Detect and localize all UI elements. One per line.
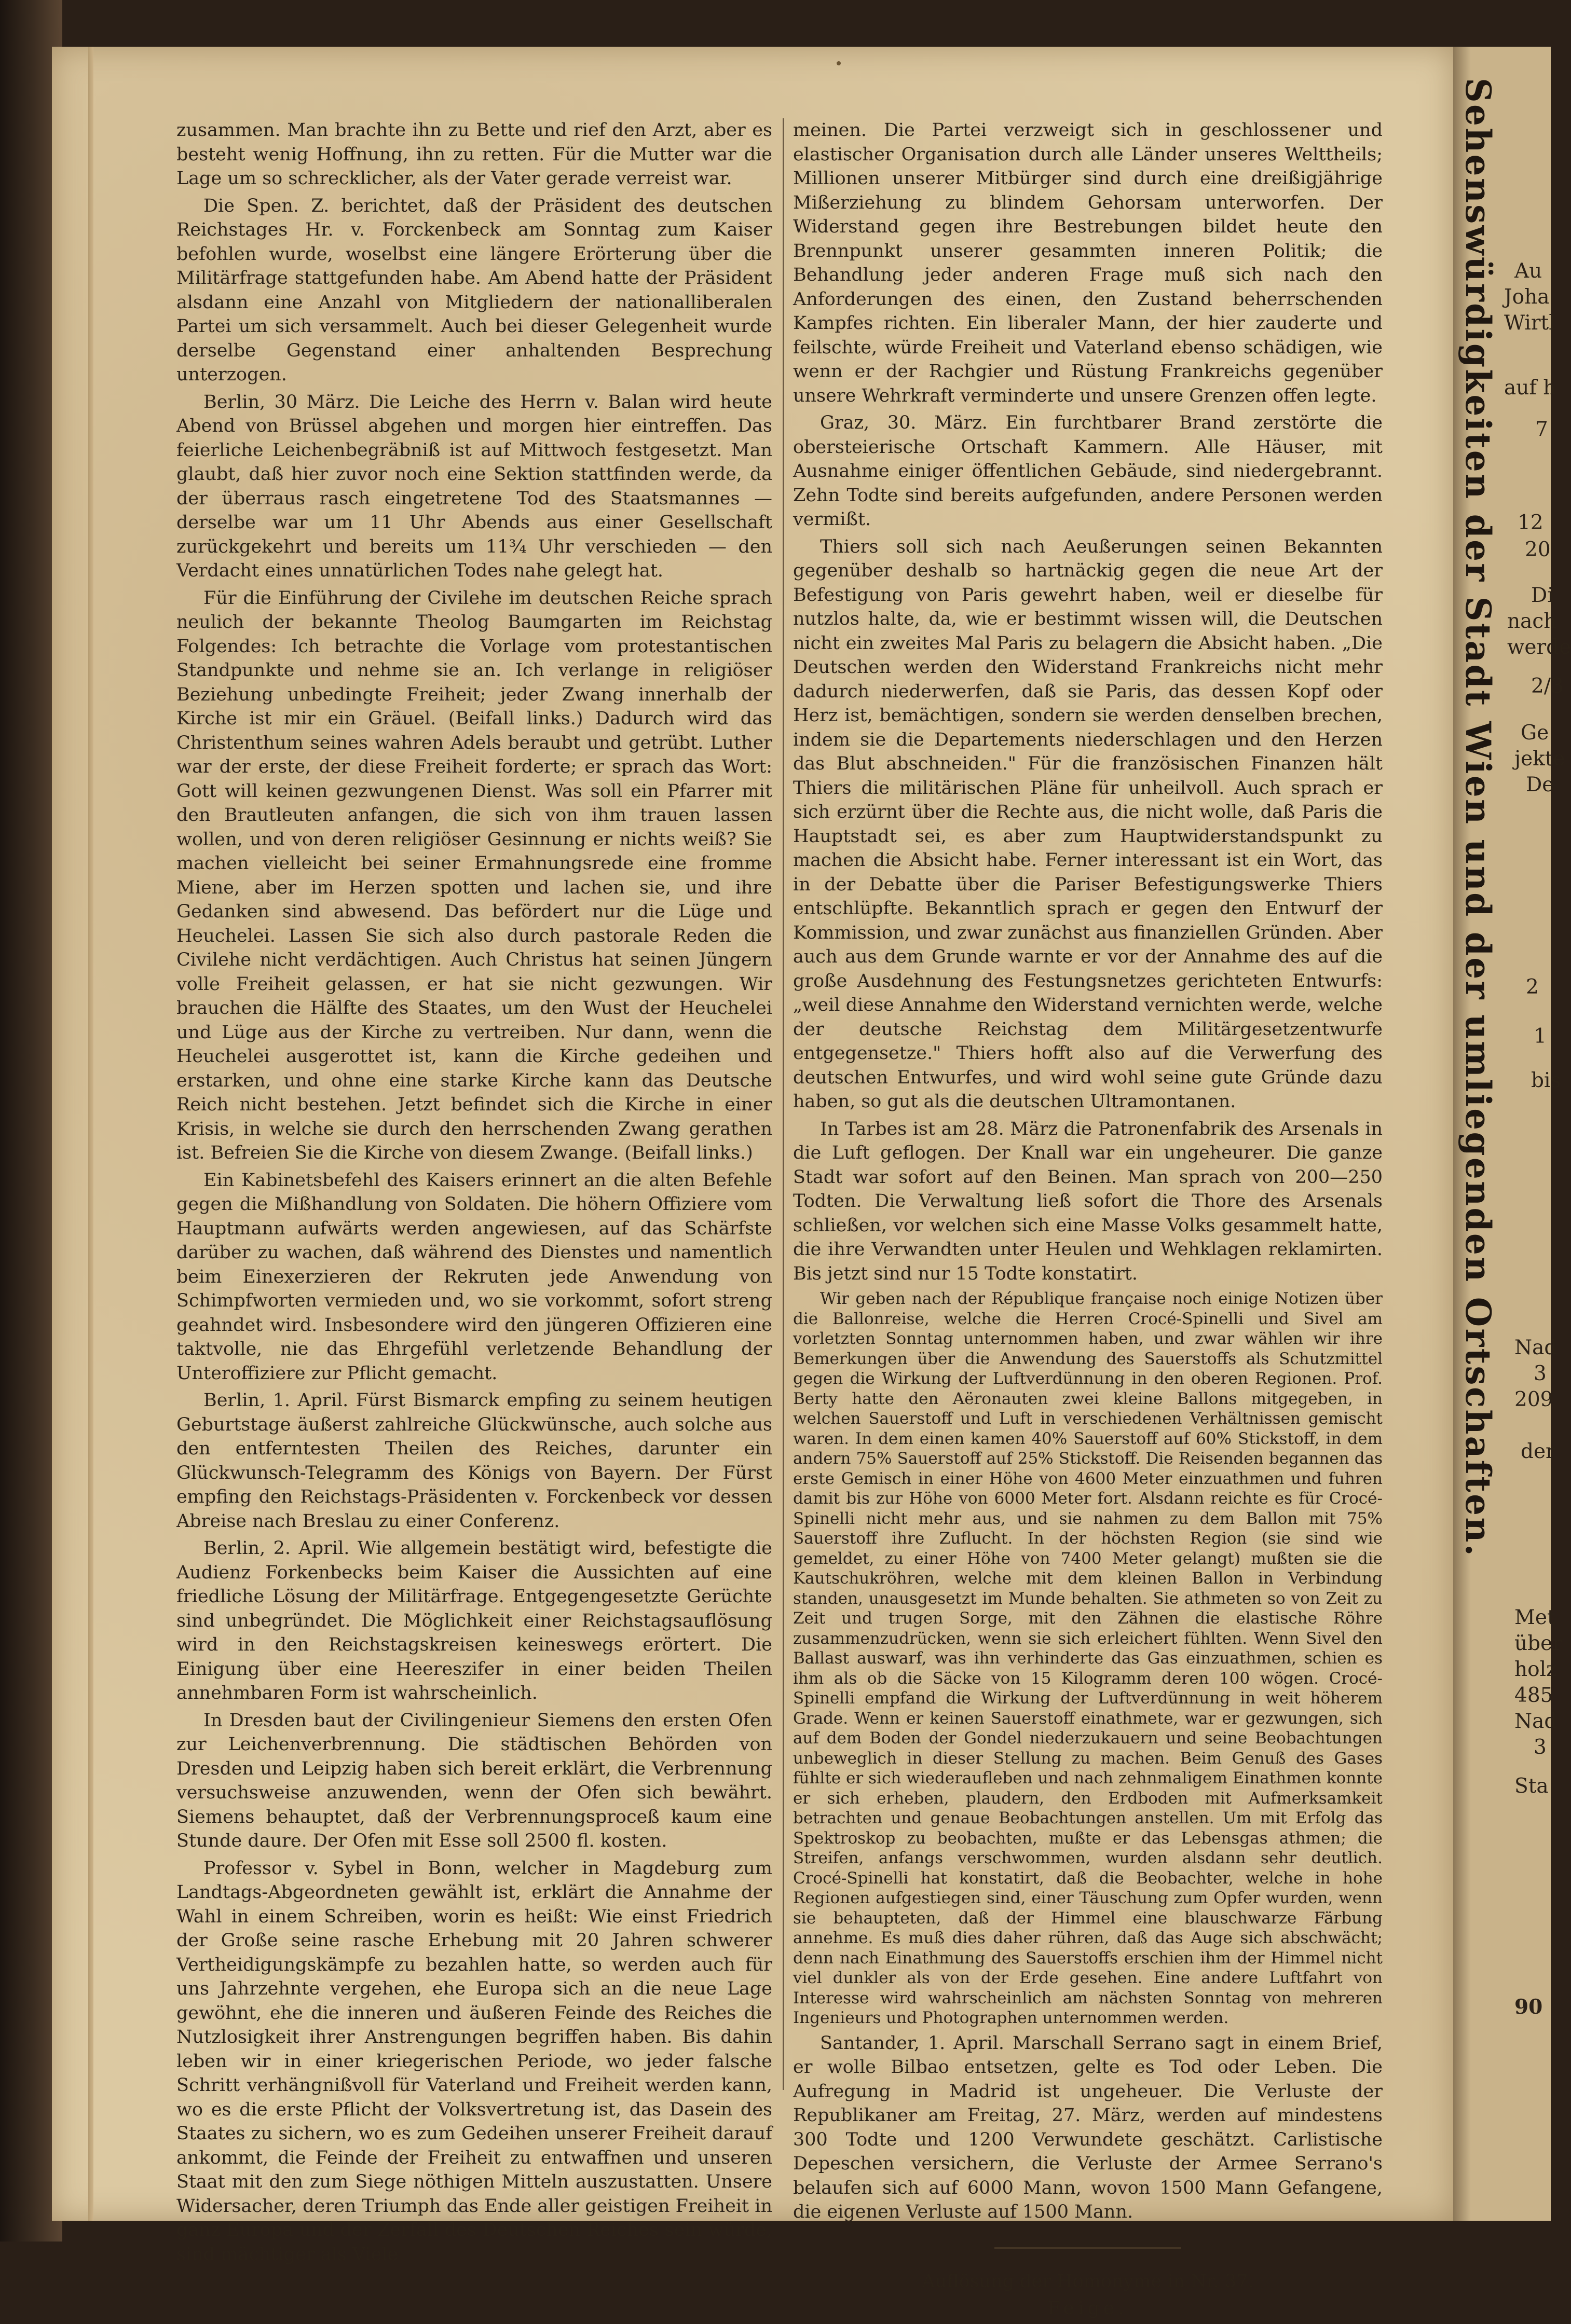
next-page-fragment: 3: [1534, 1362, 1547, 1385]
next-page-fragment: Met: [1514, 1606, 1555, 1629]
next-page-fragment: nach: [1507, 610, 1557, 633]
side-headline: Sehenswürdigkeiten der Stadt Wien und der umliegenden Ortschaften.: [1458, 78, 1498, 1558]
article-paragraph: Für die Einführung der Civilehe im deutschen Reiche sprach neulich der bekannte Theolog Baumgarten im Reichstag Folgendes: Ich betrachte die Vorlage vom protestantischen Standpunkte und nehme sie an. Ich verlange in religiöser Beziehung unbedingte Freiheit; jeder Zwang innerhalb der Kirche ist mir ein Gräuel. (Beifall links.) Dadurch wird das Christenthum seines wahren Adels beraubt und getrübt. Luther war der erste, der diese Freiheit forderte; er sprach das Wort: Gott will keinen gezwungenen Dienst. Was soll ein Pfarrer mit den Brautleuten anfangen, die sich von ihm trauen lassen wollen, und von deren religiöser Gesinnung er nichts weiß? Sie machen vielleicht bei seiner Ermahnungsrede eine fromme Miene, aber im Herzen spotten und lachen sie, und ihre Gedanken sind abwesend. Das befördert nur die Lüge und Heuchelei. Lassen Sie sich also durch pastorale Reden die Civilehe nicht verdächtigen. Auch Christus hat seinen Jüngern volle Freiheit gelassen, er hat sie nicht gezwungen. Wir brauchen die Hälfte des Staates, um den Wust der Heuchelei und Lüge aus der Kirche zu vertreiben. Nur dann, wenn die Heuchelei ausgerottet ist, kann die Kirche gedeihen und erstarken, und ohne eine starke Kirche kann das Deutsche Reich nicht bestehen. Jetzt befindet sich die Kirche in einer Krisis, in welche sie durch den herrschenden Zwang gerathen ist. Befreien Sie die Kirche von diesem Zwange. (Beifall links.): [176, 587, 772, 1163]
next-page-fragment: Au: [1514, 259, 1542, 283]
article-paragraph: In Tarbes ist am 28. März die Patronenfabrik des Arsenals in die Luft geflogen. Der Knall war ein ungeheurer. Die ganze Stadt war sofort auf den Beinen. Man sprach von 200—250 Todten. Die Verwaltung ließ sofort die Thore des Arsenals schließen, vor welchen sich eine Masse Volks gesammelt hatte, die ihre Verwandten unter Heulen und Wehklagen reklamirten. Bis jetzt sind nur 15 Todte konstatirt.: [793, 1118, 1383, 1284]
next-page-fragment: 1: [1534, 1025, 1547, 1048]
article-paragraph: zusammen. Man brachte ihn zu Bette und rief den Arzt, aber es besteht wenig Hoffnung, ihn zu retten. Für die Mutter war die Lage um so schrecklicher, als der Vater gerade verreist war.: [176, 120, 772, 189]
next-page-fragment: 12: [1518, 511, 1543, 534]
next-page-fragment: 209: [1514, 1388, 1553, 1411]
next-page-fragment: Nad: [1514, 1710, 1558, 1733]
article-paragraph: Berlin, 30 März. Die Leiche des Herrn v. Balan wird heute Abend von Brüssel abgehen und morgen hier eintreffen. Das feierliche Leichenbegräbniß ist auf Mittwoch festgesetzt. Man glaubt, daß hier zuvor noch eine Sektion stattfinden werde, da der überraus rasch eingetretene Tod des Staatsmannes — derselbe war um 11 Uhr Abends aus einer Gesellschaft zurückgekehrt und bereits um 11¾ Uhr verschieden — den Verdacht eines unnatürlichen Todes nahe gelegt hat.: [176, 391, 772, 581]
ink-spot: [837, 61, 841, 65]
next-page-fragment: De: [1526, 773, 1554, 796]
next-page-fragment: holz: [1514, 1658, 1557, 1681]
next-page-fragment: Sta: [1514, 1775, 1549, 1798]
next-page-fragment: 20: [1525, 538, 1551, 561]
next-page-fragment: 2/3: [1531, 675, 1564, 698]
page-edge: [88, 47, 93, 2221]
left-column: [176, 118, 772, 2270]
article-paragraph: Professor v. Sybel in Bonn, welcher in Magdeburg zum Landtags-Abgeordneten gewählt ist, erklärt die Annahme der Wahl in einem Schreiben, worin es heißt: Wie einst Friedrich der Große seine rasche Erhebung mit 20 Jahren schwerer Vertheidigungskämpfe zu bezahlen hatte, so werden auch für uns Jahrzehnte vergehen, ehe Europa sich an die neue Lage gewöhnt, ehe die inneren und äußeren Feinde des Reiches die Nutzlosigkeit ihrer Anstrengungen begriffen haben. Bis dahin leben wir in einer kriegerischen Periode, wo jeder falsche Schritt verhängnißvoll für Vaterland und Freiheit werden kann, wo es die erste Pflicht der Volksvertretung ist, das Dasein des Staates zu sichern, wo es zum Gedeihen unserer Freiheit darauf ankommt, die Feinde der Freiheit zu entwaffnen und unseren Staat mit den zum Siege nöthigen Mitteln auszustatten. Unsere Widersacher, deren Triumph das Ende aller geistigen Freiheit in ganz Europa und der Zerfall des Deutschen Reiches sein würde, sind mächtiger als Viele: [176, 1858, 772, 2265]
next-page-fragment: 485: [1514, 1684, 1553, 1707]
next-page-fragment: jekte: [1514, 747, 1565, 771]
column-divider: [783, 118, 784, 2090]
next-page-fragment: 90: [1514, 1995, 1543, 2019]
next-page-fragment: auf h: [1504, 376, 1556, 400]
next-page-fragment: Ge: [1521, 721, 1549, 745]
section-divider: [994, 2247, 1181, 2249]
next-page-fragment: Wirtl: [1504, 311, 1555, 335]
next-page-fragment: 2: [1526, 975, 1539, 999]
article-paragraph: Graz, 30. März. Ein furchtbarer Brand zerstörte die obersteierische Ortschaft Kammern. Alle Häuser, mit Ausnahme einiger öffentlichen Gebäude, sind niedergebrannt. Zehn Todte sind bereits aufgefunden, andere Personen werden vermißt.: [793, 412, 1383, 530]
article-paragraph: meinen. Die Partei verzweigt sich in geschlossener und elastischer Organisation durch alle Länder unseres Welttheils; Millionen unserer Mitbürger sind durch eine dreißigjährige Mißerziehung zu blindem Gehorsam unterworfen. Der Widerstand gegen ihre Bestrebungen bildet heute den Brennpunkt unserer gesammten inneren Politik; die Behandlung jeder anderen Frage muß sich nach den Anforderungen des einen, den Zustand beherrschenden Kampfes richten. Ein liberaler Mann, der hier zauderte und feilschte, würde Freiheit und Vaterland ebenso schädigen, wie wenn er der Rachgier und Rüstung Frankreichs gegenüber unsere Wehrkraft verminderte und unsere Grenzen offen legte.: [793, 120, 1383, 406]
puzzle-solution-answer: Feige.: [1047, 2298, 1128, 2319]
next-page-fragment: Joha: [1504, 285, 1550, 309]
right-column: [793, 118, 1383, 2324]
next-page-fragment: der: [1521, 1440, 1555, 1463]
article-paragraph-small: Wir geben nach der République française noch einige Notizen über die Ballonreise, welche die Herren Crocé-Spinelli und Sivel am vorletzten Sonntag unternommen haben, und zwar wählen wir ihre Bemerkungen über die Anwendung des Sauerstoffs als Schutzmittel gegen die Wirkung der Luftverdünnung in den oberen Regionen. Prof. Berty hatte den Aëronauten zwei kleine Ballons mitgegeben, in welchen Sauerstoff und Luft in verschiedenen Verhältnissen gemischt waren. In dem einen kamen 40% Sauerstoff auf 60% Stickstoff, in dem andern 75% Sauerstoff auf 25% Stickstoff. Die Reisenden begannen das erste Gemisch in einer Höhe von 4600 Meter einzuathmen und fuhren damit bis zur Höhe von 6000 Meter fort. Alsdann reichte es für Crocé-Spinelli nicht mehr aus, und sie nahmen zu dem Ballon mit 75% Sauerstoff ihre Zuflucht. In der höchsten Region (sie sind wie gemeldet, zu einer Höhe von 7400 Meter gelangt) mußten sie die Kautschukröhren, welche mit dem kleinen Ballon in Verbindung standen, unausgesetzt im Munde behalten. Sie athmeten so von Zeit zu Zeit und trugen Sorge, mit den Zähnen die elastische Röhre zusammenzudrücken, wenn sie sich erleichert fühlten. Wenn Sivel den Ballast auswarf, was ihn verhinderte das Gas einzuathmen, schien es ihm als ob die Säcke von 15 Kilogramm deren 100 wögen. Crocé-Spinelli empfand die Wirkung der Luftverdünnung in weit höherem Grade. Wenn er keinen Sauerstoff einathmete, war er gezwungen, sich auf dem Boden der Gondel niederzukauern und seine Beobachtungen unbeweglich in dieser Stellung zu machen. Beim Genuß des Gases fühlte er sich wiederaufleben und nach zehnmaligem Einathmen konnte er sich erheben, plaudern, den Erdboden mit Aufmerksamkeit betrachten und genaue Beobachtungen anstellen. Um mit Erfolg das Spektroskop zu beobachten, mußte er das Lebensgas athmen; die Streifen, anfangs verschwommen, wurden alsdann sehr deutlich. Crocé-Spinelli hat konstatirt, daß die Beobachter, welche in hohe Regionen aufgestiegen sind, einer Täuschung zum Opfer wurden, wenn sie behaupteten, daß der Himmel eine blauschwarze Färbung annehme. Es muß dies daher rühren, daß das Auge sich abschwächt; denn nach Einathmung des Sauerstoffs erschien ihm der Himmel nicht viel dunkler als von der Erde gesehen. Eine andere Luftfahrt von Interesse wird wahrscheinlich am nächsten Sonntag von mehreren Ingenieurs und Photographen unternommen werden.: [793, 1289, 1383, 2027]
article-paragraph: Berlin, 1. April. Fürst Bismarck empfing zu seinem heutigen Geburtstage äußerst zahlreiche Glückwünsche, auch solche aus den entferntesten Theilen des Reiches, darunter ein Glückwunsch-Telegramm des Königs von Bayern. Der Fürst empfing den Reichstags-Präsidenten v. Forckenbeck vor dessen Abreise nach Breslau zu einer Conferenz.: [176, 1390, 772, 1532]
article-paragraph: Berlin, 2. April. Wie allgemein bestätigt wird, befestigte die Audienz Forkenbecks beim Kaiser die Aussichten auf eine friedliche Lösung der Militärfrage. Entgegengesetzte Gerüchte sind unbegründet. Die Möglichkeit einer Reichstagsauflösung wird in den Reichstagskreisen keineswegs erörtert. Die Einigung über eine Heereszifer in einer beiden Theilen annehmbaren Form ist wahrscheinlich.: [176, 1538, 772, 1703]
next-page-fragment: 3: [1534, 1736, 1547, 1759]
next-page-fragment: 7: [1535, 418, 1548, 441]
puzzle-solution-title: Auflösung der Homonyme in Nr. 37.: [922, 2271, 1254, 2292]
article-paragraph: Thiers soll sich nach Aeußerungen seinen Bekannten gegenüber deshalb so hartnäckig gegen die neue Art der Befestigung von Paris gewehrt haben, weil er dieselbe für nutzlos halte, da, wie er bestimmt wissen will, die Deutschen nicht ein zweites Mal Paris zu belagern die Absicht haben. „Die Deutschen werden den Widerstand Frankreichs nicht mehr dadurch niederwerfen, daß sie Paris, das dessen Kopf oder Herz ist, bemächtigen, sondern sie werden denselben brechen, indem sie die Departements niederschlagen und den Herzen das Blut abschneiden." Für die französischen Finanzen hält Thiers die militärischen Pläne für unheilvoll. Auch sprach er sich erzürnt über die Rechte aus, die nicht wolle, daß Paris die Hauptstadt sei, es aber zum Hauptwiderstandspunkt zu machen die Absicht habe. Ferner interessant ist ein Wort, das in der Debatte über die Pariser Befestigungswerke Thiers entschlüpfte. Bekanntlich sprach er gegen den Entwurf der Kommission, und zwar zunächst aus finanziellen Gründen. Aber auch aus dem Grunde warnte er vor der Annahme des auf die große Ausdehnung des Festungsnetzes gerichteten Entwurfs: „weil diese Annahme den Widerstand vernichten werde, welche der deutsche Reichstag dem Militärgesetzentwurfe entgegensetze." Thiers hofft also auf die Verwerfung des deutschen Entwurfes, und wird wohl seine gute Gründe dazu haben, so gut als die deutschen Ultramontanen.: [793, 536, 1383, 1112]
next-page-fragment: Nad: [1514, 1336, 1558, 1359]
next-page-fragment: bis: [1531, 1069, 1561, 1092]
next-page-fragment: Di: [1531, 584, 1554, 607]
article-paragraph: Ein Kabinetsbefehl des Kaisers erinnert an die alten Befehle gegen die Mißhandlung von Soldaten. Die höhern Offiziere vom Hauptmann aufwärts werden angewiesen, auf das Schärfste darüber zu wachen, daß während des Dienstes und namentlich beim Einexerzieren der Rekruten jede Anwendung von Schimpfworten vermieden und, wo sie vorkommt, sofort streng geahndet wird. Insbesondere wird den jüngeren Offizieren eine taktvolle, nie das Ehrgefühl verletzende Behandlung der Unteroffiziere zur Pflicht gemacht.: [176, 1170, 772, 1384]
next-page-fragment: über: [1514, 1632, 1562, 1655]
article-paragraph: In Dresden baut der Civilingenieur Siemens den ersten Ofen zur Leichenverbrennung. Die städtischen Behörden von Dresden und Leipzig haben sich bereit erklärt, die Verbrennung versuchsweise anzuwenden, wenn der Ofen sich bewährt. Siemens behauptet, daß der Verbrennungsproceß kaum eine Stunde daure. Der Ofen mit Esse soll 2500 fl. kosten.: [176, 1710, 772, 1851]
next-page-fragment: werde: [1507, 636, 1571, 659]
article-paragraph: Santander, 1. April. Marschall Serrano sagt in einem Brief, er wolle Bilbao entsetzen, gelte es Tod oder Leben. Die Aufregung in Madrid ist ungeheuer. Die Verluste der Republikaner am Freitag, 27. März, werden auf mindestens 300 Todte und 1200 Verwundete geschätzt. Carlistische Depeschen versichern, die Verluste der Armee Serrano's belaufen sich auf 6000 Mann, wovon 1500 Mann Gefangene, die eigenen Verluste auf 1500 Mann.: [793, 2032, 1383, 2222]
article-paragraph: Die Spen. Z. berichtet, daß der Präsident des deutschen Reichstages Hr. v. Forckenbeck am Sonntag zum Kaiser befohlen wurde, woselbst eine längere Erörterung über die Militärfrage stattgefunden habe. Am Abend hatte der Präsident alsdann eine Anzahl von Mitgliedern der nationalliberalen Partei um sich versammelt. Auch bei dieser Gelegenheit wurde derselbe Gegenstand einer anhaltenden Besprechung unterzogen.: [176, 195, 772, 385]
